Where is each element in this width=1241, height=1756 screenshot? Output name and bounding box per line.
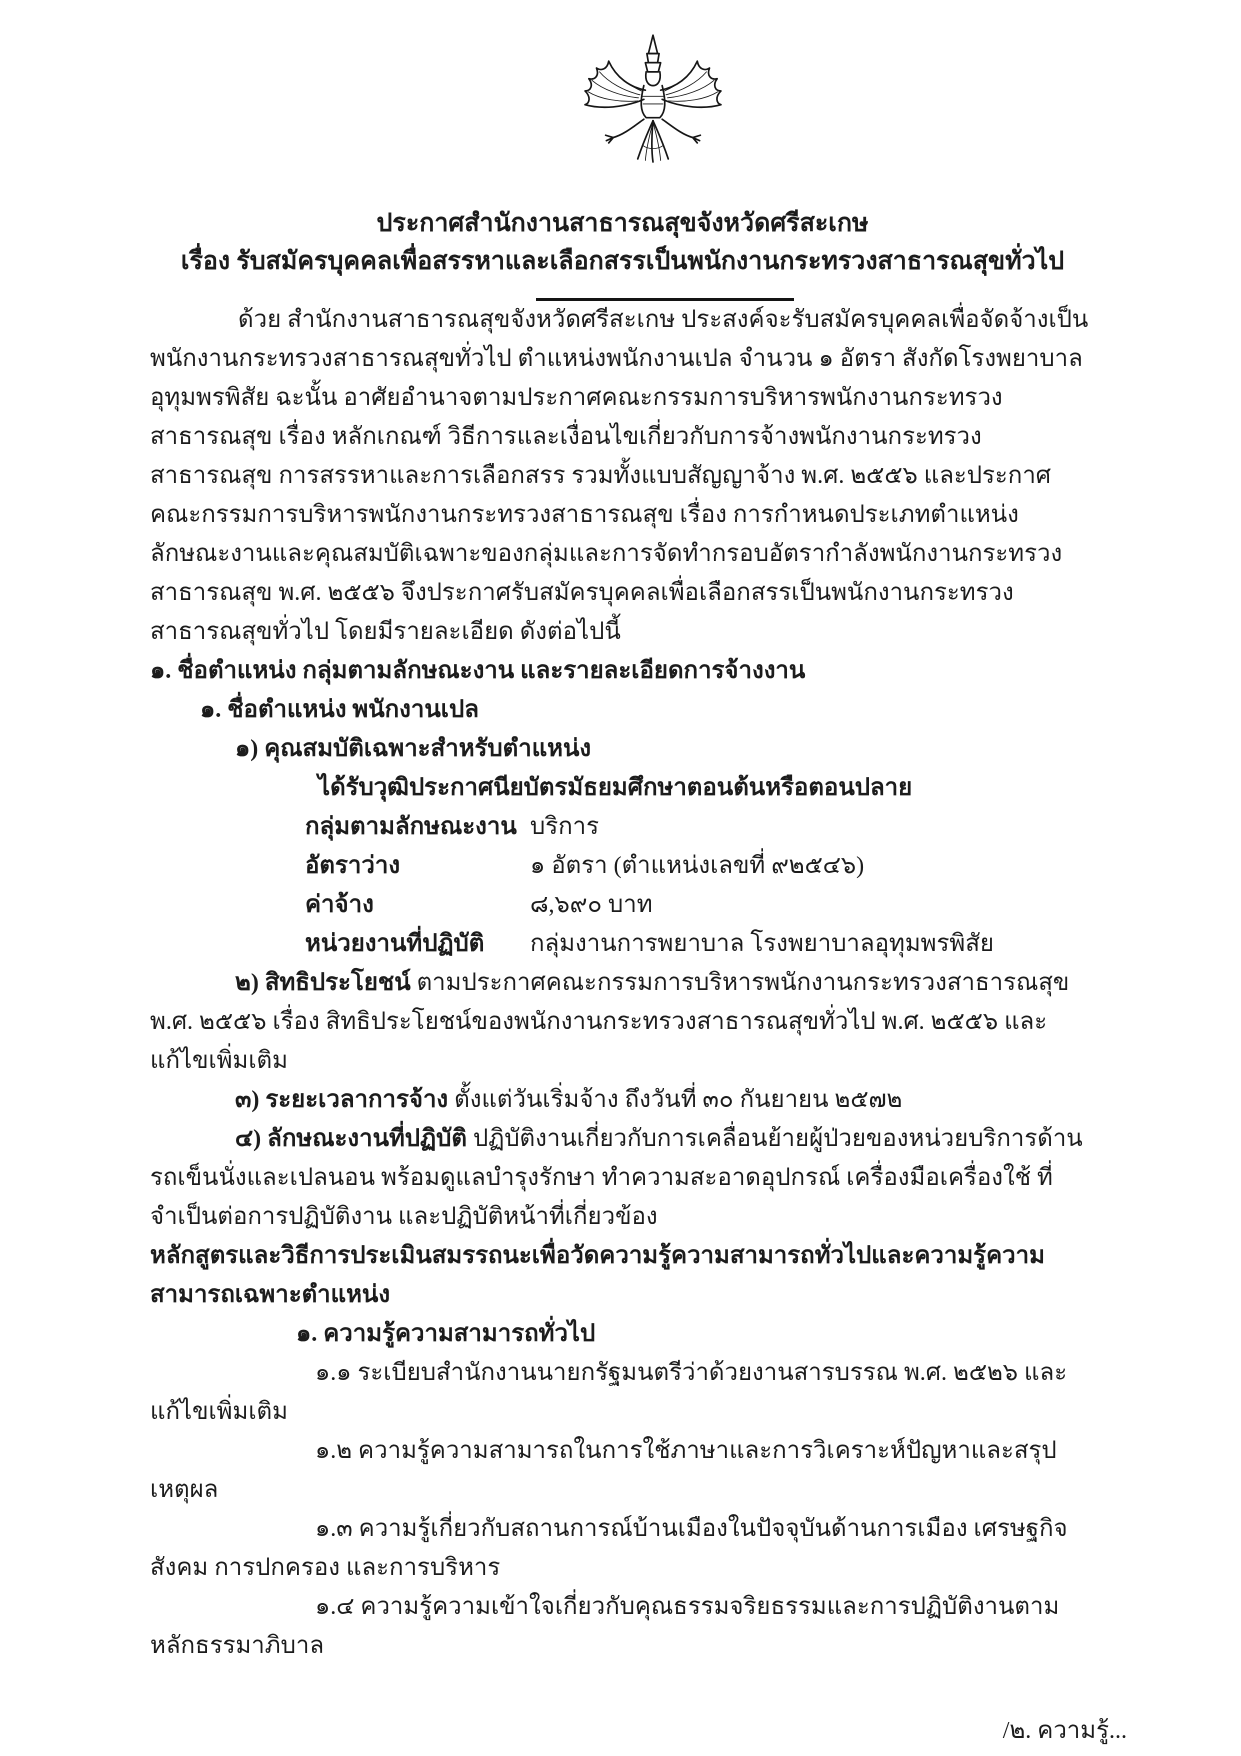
intro-paragraph: ด้วย สำนักงานสาธารณสุขจังหวัดศรีสะเกษ ประสงค์จะรับสมัครบุคคลเพื่อจัดจ้างเป็นพนักงานกระทรวงสาธารณสุขทั่วไป ตำแหน่งพนักงานเปล จำนวน ๑ อัตรา สังกัดโรงพยาบาลอุทุมพรพิสัย ฉะนั้น อาศัยอำนาจตามประกาศคณะกรรมการบริหารพนักงานกระทรวงสาธารณสุข เรื่อง หลักเกณฑ์ วิธีการและเงื่อนไขเกี่ยวกับการจ้างพนักงานกระทรวงสาธารณสุข การสรรหาและการเลือกสรร รวมทั้งแบบสัญญาจ้าง พ.ศ. ๒๕๕๖ และประกาศคณะกรรมการบริหารพนักงานกระทรวงสาธารณสุข เรื่อง การกำหนดประเภทตำแหน่ง ลักษณะงานและคุณสมบัติเฉพาะของกลุ่มและการจัดทำกรอบอัตรากำลังพนักงานกระทรวงสาธารณสุข พ.ศ. ๒๕๕๖ จึงประกาศรับสมัครบุคคลเพื่อเลือกสรรเป็นพนักงานกระทรวงสาธารณสุขทั่วไป โดยมีรายละเอียด ดังต่อไปนี้ (150, 307, 1089, 645)
emblem-wrap (150, 0, 1095, 199)
title-divider (536, 298, 794, 301)
position-name-line: ๑. ชื่อตำแหน่ง พนักงานเปล (200, 697, 479, 723)
detail-label-vacancy: อัตราว่าง (305, 853, 401, 879)
title-block (150, 205, 1095, 281)
announcement-title: ประกาศสำนักงานสาธารณสุขจังหวัดศรีสะเกษ (376, 210, 869, 237)
item1-qualification-heading: ๑) คุณสมบัติเฉพาะสำหรับตำแหน่ง (235, 736, 592, 762)
item2-label: ๒) สิทธิประโยชน์ (235, 970, 411, 996)
detail-label-wage: ค่าจ้าง (305, 892, 374, 918)
section2-item-4: ๑.๔ ความรู้ความเข้าใจเกี่ยวกับคุณธรรมจริยธรรมและการปฏิบัติงานตามหลักธรรมาภิบาล (150, 1594, 1060, 1659)
item3-text: ตั้งแต่วันเริ่มจ้าง ถึงวันที่ ๓๐ กันยายน ๒๕๗๒ (448, 1087, 903, 1113)
section2-subheading: ๑. ความรู้ความสามารถทั่วไป (296, 1321, 596, 1347)
item3-label: ๓) ระยะเวลาการจ้าง (235, 1087, 449, 1113)
item3-duration-paragraph (150, 1081, 1095, 1120)
detail-row-group (305, 808, 1095, 847)
item4-text: ปฏิบัติงานเกี่ยวกับการเคลื่อนย้ายผู้ป่วยของหน่วยบริการด้านรถเข็นนั่งและเปลนอน พร้อมดูแลบำรุงรักษา ทำความสะอาดอุปกรณ์ เครื่องมือเครื่องใช้ ที่จำเป็นต่อการปฏิบัติงาน และปฏิบัติหน้าที่เกี่ยวข้อง (150, 1126, 1083, 1230)
item2-text: ตามประกาศคณะกรรมการบริหารพนักงานกระทรวงสาธารณสุข พ.ศ. ๒๕๕๖ เรื่อง สิทธิประโยชน์ของพนักงานกระทรวงสาธารณสุขทั่วไป พ.ศ. ๒๕๕๖ และแก้ไขเพิ่มเติม (150, 970, 1070, 1074)
item4-duties-paragraph (150, 1120, 1095, 1237)
section2-item-2: ๑.๒ ความรู้ความสามารถในการใช้ภาษาและการวิเคราะห์ปัญหาและสรุปเหตุผล (150, 1438, 1057, 1503)
item2-benefits-paragraph (150, 964, 1095, 1081)
garuda-emblem-icon (569, 28, 737, 186)
detail-value-workunit: กลุ่มงานการพยาบาล โรงพยาบาลอุทุมพรพิสัย (530, 931, 994, 957)
detail-value-wage: ๘,๖๙๐ บาท (530, 892, 653, 918)
section2-heading: หลักสูตรและวิธีการประเมินสมรรถนะเพื่อวัดความรู้ความสามารถทั่วไปและความรู้ความสามารถเฉพาะตำแหน่ง (150, 1243, 1045, 1308)
section2-item-1: ๑.๑ ระเบียบสำนักงานนายกรัฐมนตรีว่าด้วยงานสารบรรณ พ.ศ. ๒๕๒๖ และแก้ไขเพิ่มเติม (150, 1360, 1068, 1425)
detail-row-vacancy (305, 847, 1095, 886)
document-content (150, 0, 1127, 1751)
page-continuation-note: /๒. ความรู้... (1002, 1718, 1127, 1744)
announcement-subject: เรื่อง รับสมัครบุคคลเพื่อสรรหาและเลือกสรรเป็นพนักงานกระทรวงสาธารณสุขทั่วไป (180, 248, 1065, 275)
detail-label-group: กลุ่มตามลักษณะงาน (305, 814, 517, 840)
section2-item-3: ๑.๓ ความรู้เกี่ยวกับสถานการณ์บ้านเมืองในปัจจุบันด้านการเมือง เศรษฐกิจ สังคม การปกครอง และการบริหาร (150, 1516, 1068, 1581)
section1-heading: ๑. ชื่อตำแหน่ง กลุ่มตามลักษณะงาน และรายละเอียดการจ้างงาน (150, 658, 806, 684)
detail-row-workunit (305, 925, 1095, 964)
detail-value-group: บริการ (530, 814, 600, 840)
item4-label: ๔) ลักษณะงานที่ปฏิบัติ (235, 1126, 467, 1152)
detail-value-vacancy: ๑ อัตรา (ตำแหน่งเลขที่ ๙๒๕๔๖) (530, 853, 865, 879)
detail-row-wage (305, 886, 1095, 925)
detail-label-workunit: หน่วยงานที่ปฏิบัติ (305, 931, 485, 957)
qualification-text: ได้รับวุฒิประกาศนียบัตรมัธยมศึกษาตอนต้นหรือตอนปลาย (318, 775, 913, 801)
